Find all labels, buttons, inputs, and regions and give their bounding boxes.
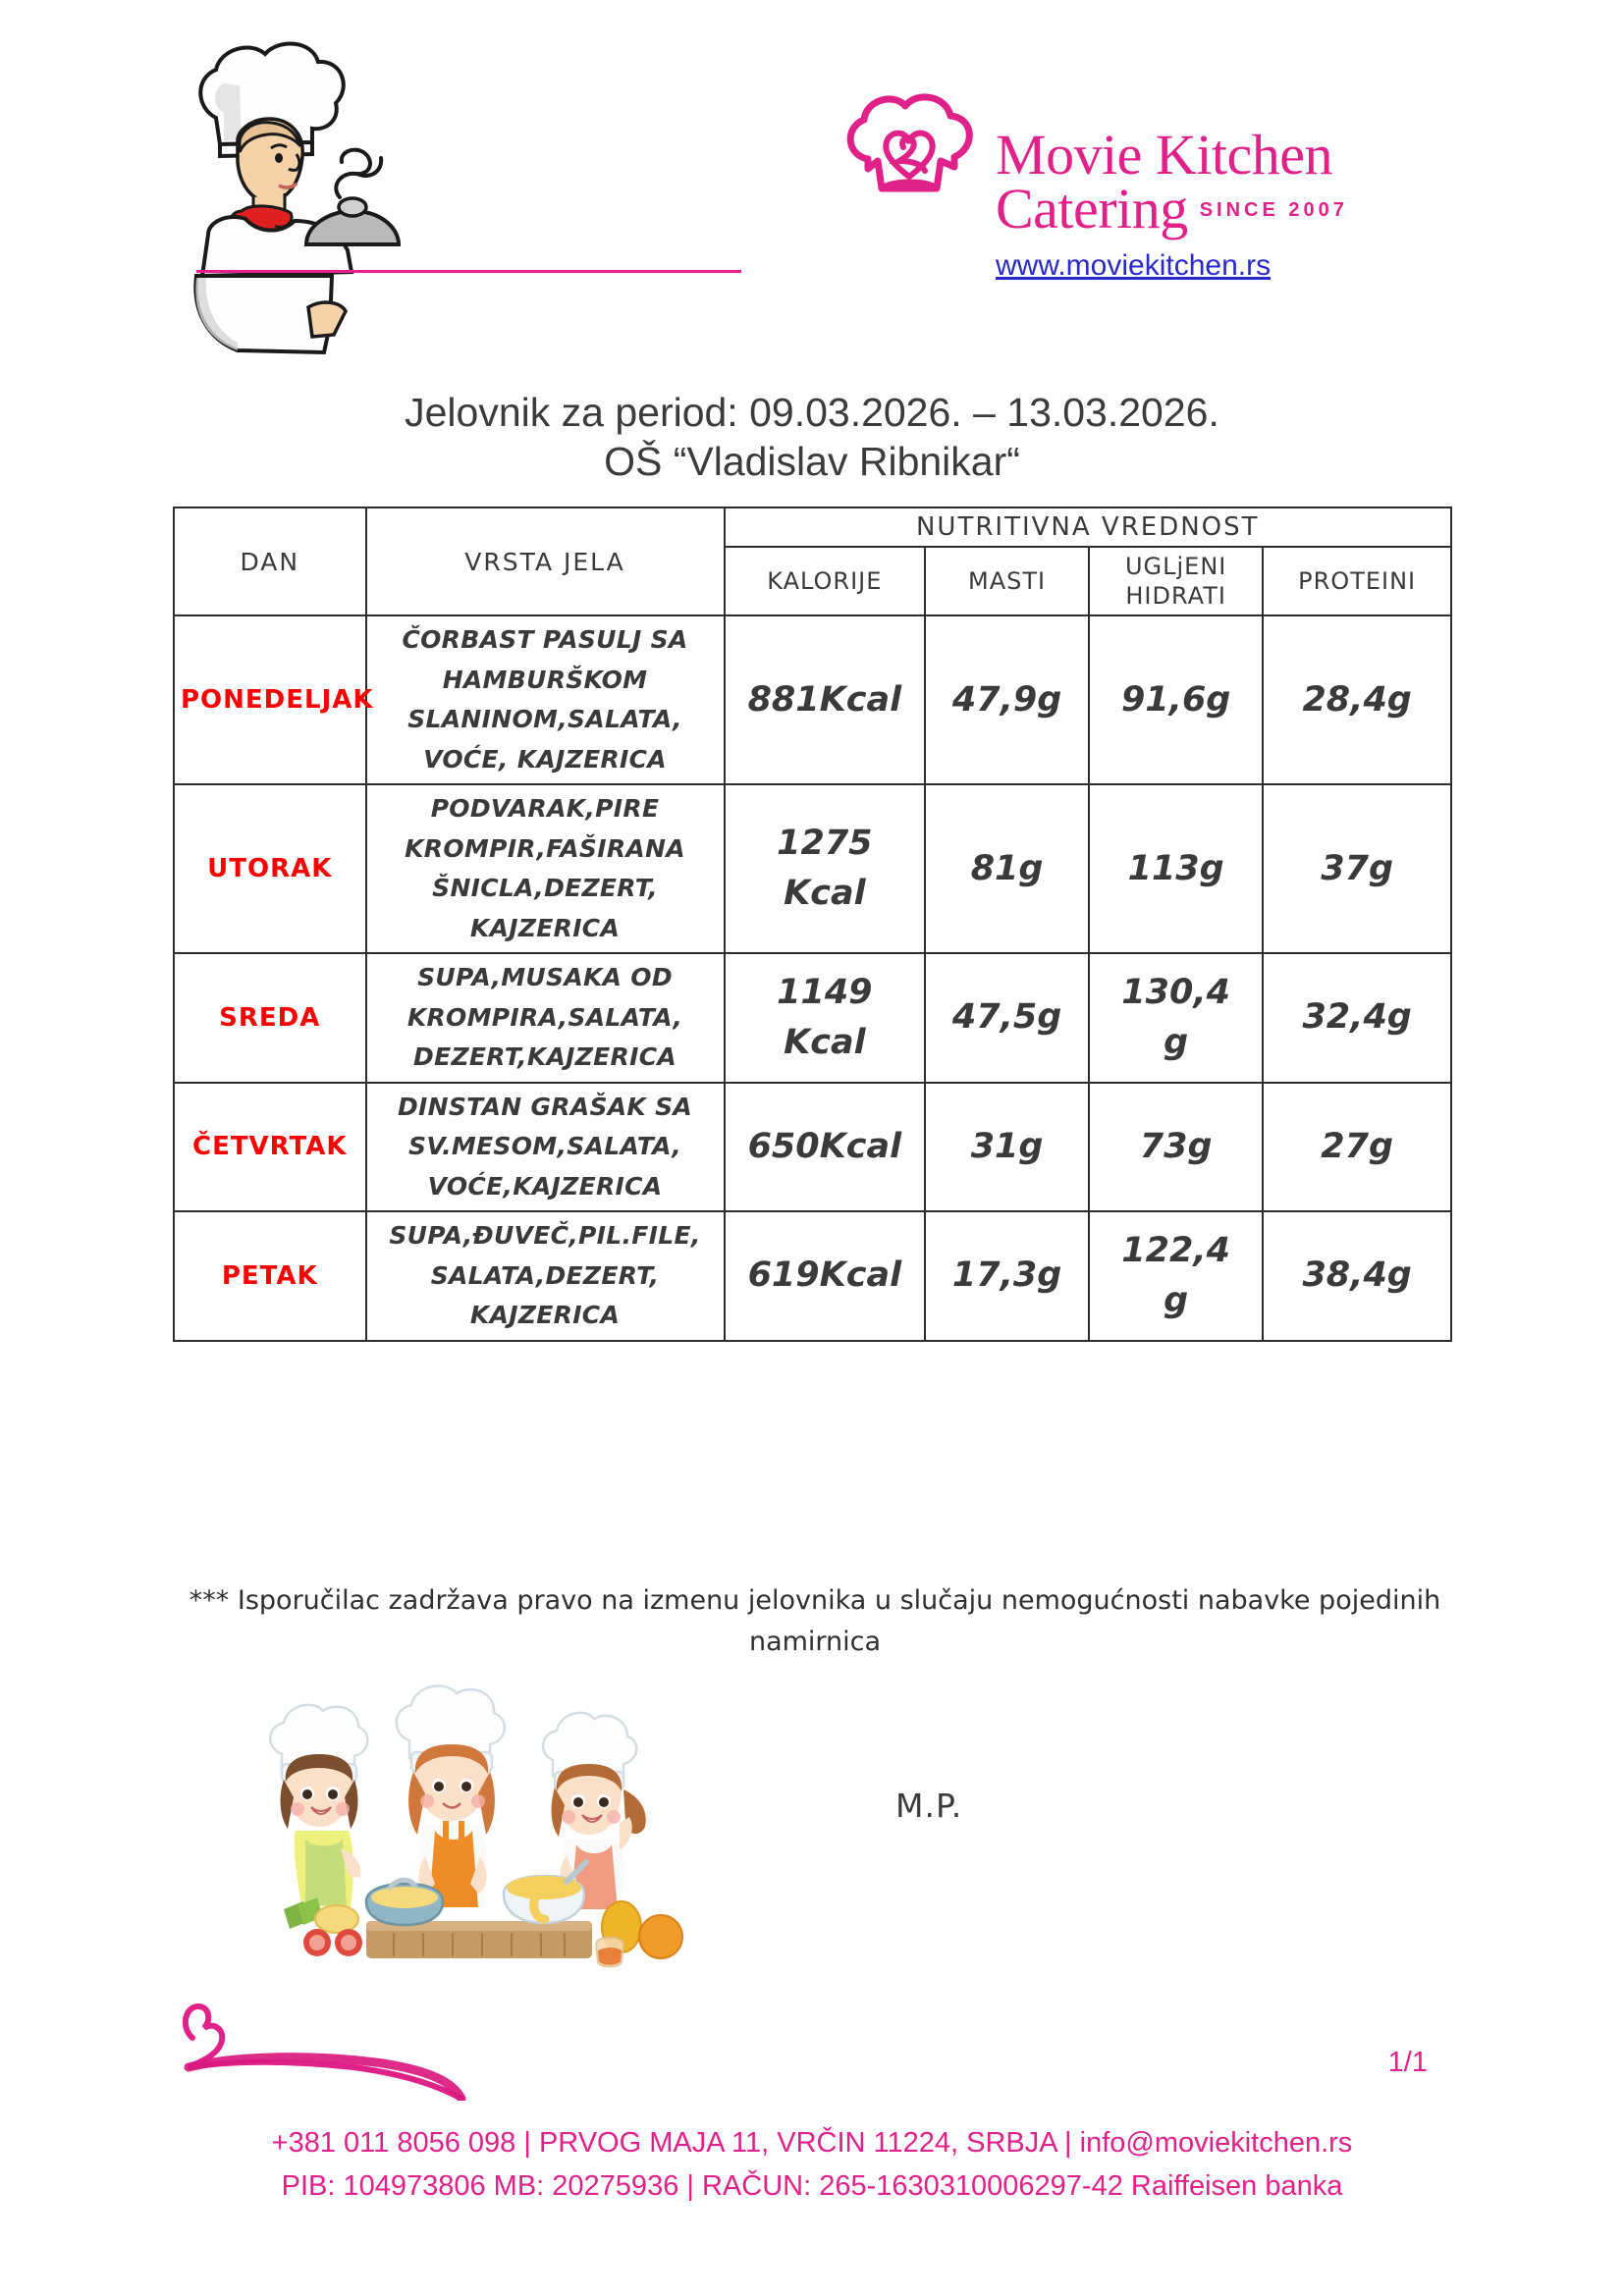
footer-contact-info <box>0 2122 1624 2208</box>
cell-dish: SUPA,ĐUVEČ,PIL.FILE, SALATA,DEZERT, KAJZERICA <box>366 1211 725 1341</box>
table-body <box>174 615 1451 1341</box>
cell-day: UTORAK <box>174 784 366 953</box>
cell-carbs: 130,4 g <box>1089 953 1263 1083</box>
header-ugljeni-hidrati <box>1089 547 1263 615</box>
chef-hat-heart-logo-icon <box>839 90 981 213</box>
header-ugljeni-hidrati-line2: HIDRATI <box>1125 582 1226 610</box>
header-kalorije: KALORIJE <box>725 547 926 615</box>
page-number: 1/1 <box>1387 2047 1428 2078</box>
title-school-line: OŠ “Vladislav Ribnikar“ <box>604 439 1020 485</box>
cell-carbs: 113g <box>1089 784 1263 953</box>
cell-protein: 32,4g <box>1263 953 1451 1083</box>
header-vrsta-jela: VRSTA JELA <box>366 507 725 615</box>
footer-line2: PIB: 104973806 MB: 20275936 | RAČUN: 265-1630310006297-42 Raiffeisen banka <box>281 2169 1343 2202</box>
disclaimer-note <box>177 1580 1453 1663</box>
pink-divider-rule <box>196 270 741 273</box>
kid-left <box>270 1705 367 1907</box>
table-row <box>174 1083 1451 1212</box>
kid-chefs-illustration <box>241 1683 702 1978</box>
cell-fat: 47,9g <box>925 615 1089 784</box>
header-ugljeni-hidrati-line1: UGLjENI <box>1124 553 1227 580</box>
disclaimer-line1: *** Isporučilac zadržava pravo na izmenu jelovnika u slučaju nemogućnosti nabavke pojedinih <box>189 1585 1441 1616</box>
cell-carbs: 73g <box>1089 1083 1263 1212</box>
brand-since-label: SINCE 2007 <box>1199 199 1348 222</box>
cell-fat: 31g <box>925 1083 1089 1212</box>
table-row <box>174 784 1451 953</box>
cell-dish: SUPA,MUSAKA OD KROMPIRA,SALATA, DEZERT,KAJZERICA <box>366 953 725 1083</box>
cell-dish: PODVARAK,PIRE KROMPIR,FAŠIRANA ŠNICLA,DEZERT, KAJZERICA <box>366 784 725 953</box>
fruit <box>596 1901 682 1967</box>
table-header-row-top <box>174 507 1451 547</box>
cell-day: ČETVRTAK <box>174 1083 366 1212</box>
cell-protein: 27g <box>1263 1083 1451 1212</box>
cell-fat: 47,5g <box>925 953 1089 1083</box>
stamp-placeholder: M.P. <box>895 1787 963 1825</box>
cell-calories: 881Kcal <box>725 615 926 784</box>
cell-carbs: 91,6g <box>1089 615 1263 784</box>
female-chef-illustration <box>147 25 442 368</box>
cell-fat: 17,3g <box>925 1211 1089 1341</box>
cell-day: PONEDELJAK <box>174 615 366 784</box>
table-row <box>174 615 1451 784</box>
cell-day: PETAK <box>174 1211 366 1341</box>
title-period-line: Jelovnik za period: 09.03.2026. – 13.03.2026. <box>405 390 1219 435</box>
cell-day: SREDA <box>174 953 366 1083</box>
cell-fat: 81g <box>925 784 1089 953</box>
brand-website-link[interactable]: www.moviekitchen.rs <box>996 249 1272 283</box>
pink-heart-swoosh-icon <box>167 1993 579 2101</box>
header-dan: DAN <box>174 507 366 615</box>
table-row <box>174 1211 1451 1341</box>
brand-logo-block <box>839 123 1447 283</box>
cell-dish: ČORBAST PASULJ SA HAMBURŠKOM SLANINOM,SALATA, VOĆE, KAJZERICA <box>366 615 725 784</box>
header-proteini: PROTEINI <box>1263 547 1451 615</box>
weekly-menu-table <box>173 507 1452 1342</box>
table-header <box>174 507 1451 615</box>
table-row <box>174 953 1451 1083</box>
header-masti: MASTI <box>925 547 1089 615</box>
brand-name-line1: Movie Kitchen <box>996 123 1333 187</box>
page-title <box>0 388 1624 486</box>
kid-middle <box>397 1685 505 1907</box>
cell-protein: 37g <box>1263 784 1451 953</box>
cell-dish: DINSTAN GRAŠAK SA SV.MESOM,SALATA, VOĆE,KAJZERICA <box>366 1083 725 1212</box>
document-header <box>0 0 1624 393</box>
cell-protein: 28,4g <box>1263 615 1451 784</box>
cell-calories: 619Kcal <box>725 1211 926 1341</box>
cell-calories: 650Kcal <box>725 1083 926 1212</box>
cell-carbs: 122,4 g <box>1089 1211 1263 1341</box>
cell-calories: 1275 Kcal <box>725 784 926 953</box>
disclaimer-line2: namirnica <box>748 1626 882 1657</box>
header-nutritivna-vrednost: NUTRITIVNA VREDNOST <box>725 507 1451 547</box>
cell-protein: 38,4g <box>1263 1211 1451 1341</box>
footer-line1: +381 011 8056 098 | PRVOG MAJA 11, VRČIN 11224, SRBJA | info@moviekitchen.rs <box>271 2127 1353 2159</box>
cell-calories: 1149 Kcal <box>725 953 926 1083</box>
brand-name-line2: Catering <box>996 177 1188 241</box>
